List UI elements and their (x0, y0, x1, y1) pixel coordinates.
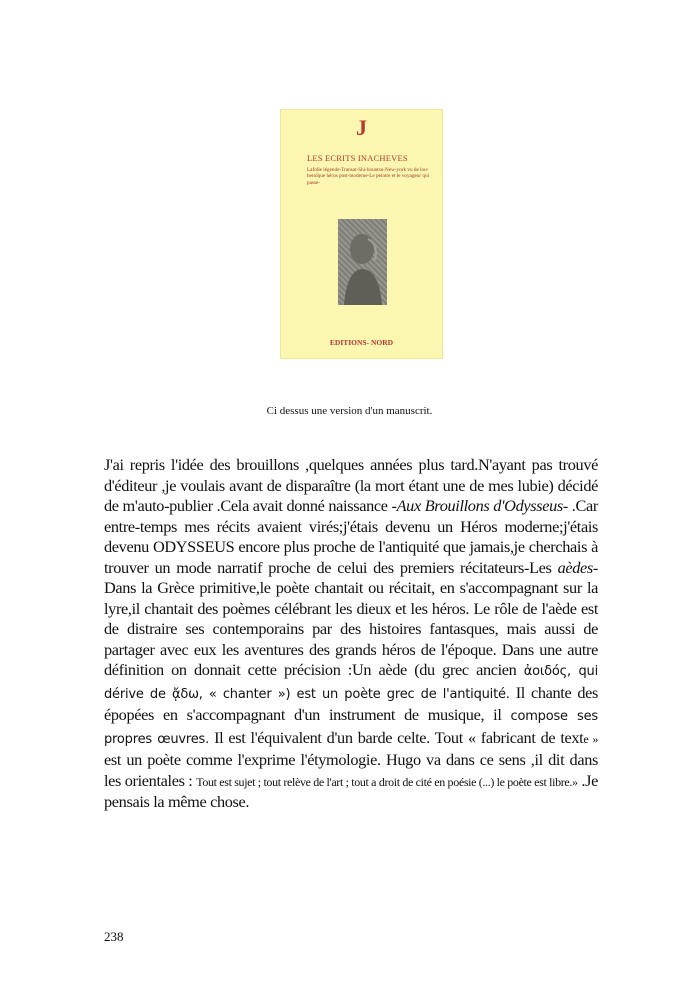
cover-photo (338, 219, 387, 305)
text-segment: - .Car entre-temps mes récits avaient virés;j'étais devenu un Héros moderne;j'étais devenu ODYSSEUS encore plus proche de l'antiquité que jamais,je cherchais à trouver un mode narratif proche de celui des premiers récitateurs-Les (104, 496, 598, 577)
text-segment: .Je pensais la même chose. (104, 770, 598, 811)
book-title: Aux Brouillons d'Odysseus (396, 496, 563, 515)
cover-publisher: EDITIONS- NORD (329, 338, 394, 347)
image-caption: Ci dessus une version d'un manuscrit. (266, 405, 433, 417)
compose-phrase: compose ses propres œuvres. (104, 709, 598, 747)
text-segment: Il est l'équivalent d'un barde celte. Tout « fabricant de text (209, 727, 584, 747)
cover-subtitle: Lafolle légende-Transat-Shi-hountsu-New-york vu de lou-heroïque héros post-moderne-Le peintre et le voyageur qui passe- (307, 167, 430, 186)
body-paragraph (104, 455, 598, 813)
page-number: 238 (104, 929, 124, 944)
book-cover (280, 109, 443, 359)
term-aedes: aèdes (557, 557, 593, 577)
cover-title: LES ECRITS INACHEVES (307, 153, 408, 163)
text-segment: est un poète comme l'exprime l'étymologie. Hugo va dans ce sens ,il dit dans les orientales : (104, 750, 598, 790)
small-text: e » (583, 731, 598, 746)
cover-letter: J (356, 115, 367, 140)
text-segment: Il chante des épopées en s'accompagnant d'un instrument de musique, il (104, 682, 598, 724)
portrait-illustration (338, 219, 387, 305)
text-segment: - Dans la Grèce primitive,le poète chantait ou récitait, en s'accompagnant sur la lyre,il chantait des poèmes célébrant les dieux et les héros. Le rôle de l'aède est de distraire ses contemporains par des histoires fantasques, mais aussi de partager avec eux les aventures des grands héros de l'époque. Dans une autre définition on donnait cette précision :Un aède (du grec ancien (104, 557, 598, 679)
greek-definition: ἀοιδός, qui dérive de ᾄδω, « chanter ») est un poète grec de l'antiquité. (104, 664, 598, 702)
hugo-quote: Tout est sujet ; tout relève de l'art ; tout a droit de cité en poésie (...) le poète est libre.» (196, 774, 578, 789)
text-segment: J'ai repris l'idée des brouillons ,quelques années plus tard.N'ayant pas trouvé d'éditeur ,je voulais avant de disparaître (la mort étant une de mes lubie) décidé de m'auto-publier .Cela avait donné naissance - (104, 455, 598, 515)
